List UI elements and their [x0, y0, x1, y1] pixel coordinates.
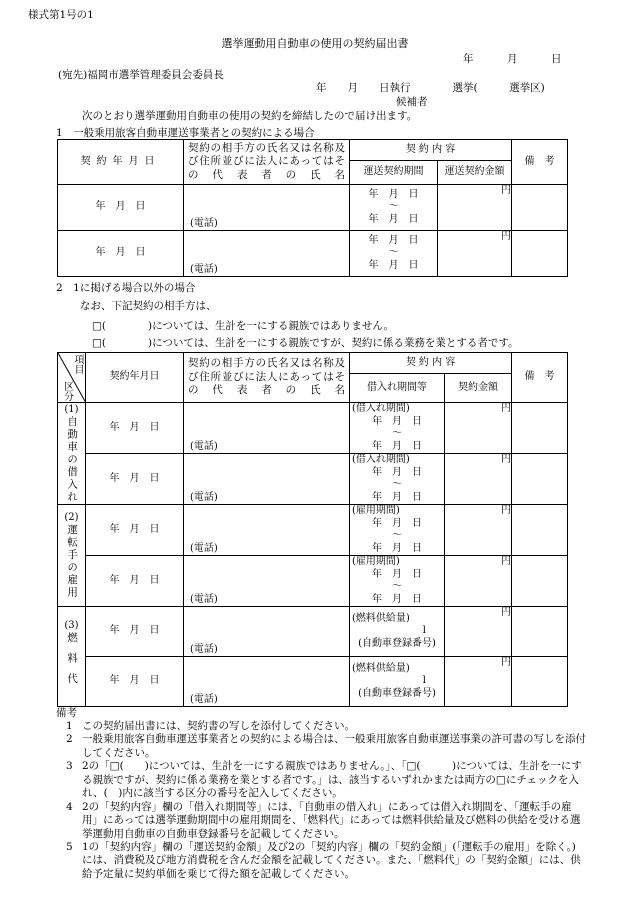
checkbox-not-relative[interactable]: □( )については、生計を一にする親族ではありません。: [92, 320, 395, 332]
party-cell[interactable]: (電話): [184, 403, 350, 454]
table-row: [58, 231, 568, 277]
header-contents: 契 約 内 容: [350, 140, 512, 161]
section2-table: [57, 352, 568, 707]
amount-cell[interactable]: 円: [438, 185, 512, 231]
party-cell[interactable]: (電話): [184, 556, 350, 607]
table-row: [58, 454, 568, 505]
section1-title: 1 一般乗用旅客自動車運送事業者との契約による場合: [56, 127, 315, 139]
remarks-cell[interactable]: [512, 556, 568, 607]
amount-cell[interactable]: 円: [438, 231, 512, 277]
contract-date-cell[interactable]: 年 月 日: [58, 185, 184, 231]
header-item-kubun: [58, 353, 86, 403]
fuel-cell[interactable]: (燃料供給量) l (自動車登録番号): [350, 607, 445, 657]
contract-date-cell[interactable]: 年 月 日: [86, 556, 184, 607]
contract-date-cell[interactable]: 年 月 日: [86, 454, 184, 505]
header-kubun: 区分: [61, 381, 73, 401]
submission-date: 年 月 日: [463, 53, 562, 65]
header-remarks: 備 考: [512, 140, 568, 185]
contract-date-cell[interactable]: 年 月 日: [86, 607, 184, 657]
header-contract-date: 契約年月日: [86, 353, 184, 403]
header-transport-amount: 運送契約金額: [438, 161, 512, 185]
remarks-cell[interactable]: [512, 657, 568, 707]
note-item: 2 一般乗用旅客自動車運送事業者との契約による場合は、一般乗用旅客自動車運送事業の許可書の写しを添付してください。: [66, 733, 586, 759]
remarks-cell[interactable]: [512, 231, 568, 277]
group-label-fuel-cost: (3) 燃料代: [58, 607, 86, 707]
contract-date-cell[interactable]: 年 月 日: [86, 505, 184, 556]
table-row: [58, 657, 568, 707]
notes-title: 備考: [56, 707, 77, 719]
amount-cell[interactable]: 円: [445, 505, 512, 556]
section1-table: [57, 139, 568, 277]
amount-cell[interactable]: 円: [445, 607, 512, 657]
party-cell[interactable]: (電話): [184, 185, 350, 231]
table-row: [58, 607, 568, 657]
table-row: [58, 185, 568, 231]
contract-date-cell[interactable]: 年 月 日: [86, 657, 184, 707]
header-amount: 契約金額: [445, 374, 512, 403]
note-item: 1 この契約届出書には、契約書の写しを添付してください。: [66, 720, 355, 732]
period-cell[interactable]: (借入れ期間) 年 月 日 〜 年 月 日: [350, 403, 445, 454]
section2-note: なお、下記契約の相手方は、: [80, 300, 217, 312]
group-label-driver-hiring: (2) 運転手の雇用: [58, 505, 86, 607]
remarks-cell[interactable]: [512, 505, 568, 556]
party-cell[interactable]: (電話): [184, 231, 350, 277]
note-item: 5 1の「契約内容」欄の「運送契約金額」及び2の「契約内容」欄の「契約金額」(「運転手の雇用」を除く。)には、消費税及び地方消費税を含んだ金額を記載してください。また、「燃料代」の「契約金額」には、供給予定量に契約単価を乗じて得た額を記載してください。: [66, 840, 581, 880]
note-item: 4 2の「契約内容」欄の「借入れ期間等」には、「自動車の借入れ」にあっては借入れ期間を、「運転手の雇用」にあっては選挙運動期間中の雇用期間を、「燃料代」にあっては燃料供給量及び燃料の供給を受ける選挙運動用自動車の自動車登録番号を記載してください。: [66, 800, 581, 840]
notes-list: [56, 720, 586, 881]
intro-text: 次のとおり選挙運動用自動車の使用の契約を締結したので届け出ます。: [82, 110, 418, 122]
period-cell[interactable]: 年 月 日 〜 年 月 日: [350, 231, 438, 277]
note-item: 3 2の「□( )については、生計を一にする親族ではありません。」、「□( )については、生計を一にする親族ですが、契約に係る業務を業とする者です。」は、該当するいずれかまたは両方の□にチェックを入れ、( )内に該当する区分の番号を記入してください。: [66, 760, 582, 800]
party-cell[interactable]: (電話): [184, 454, 350, 505]
election-line: 年 月 日執行 選挙( 選挙区): [316, 82, 545, 94]
header-transport-period: 運送契約期間: [350, 161, 438, 185]
form-number: 様式第1号の1: [28, 9, 94, 21]
period-cell[interactable]: (雇用期間) 年 月 日 〜 年 月 日: [350, 556, 445, 607]
addressee: (宛先)福岡市選挙管理委員会委員長: [58, 69, 224, 81]
party-cell[interactable]: (電話): [184, 657, 350, 707]
remarks-cell[interactable]: [512, 454, 568, 505]
header-party: 契約の相手方の氏名又は名称及び住所並びに法人にあってはその代表者の氏名: [184, 140, 350, 185]
section2-title: 2 1に掲げる場合以外の場合: [56, 282, 196, 294]
amount-cell[interactable]: 円: [445, 403, 512, 454]
amount-cell[interactable]: 円: [445, 657, 512, 707]
amount-cell[interactable]: 円: [445, 556, 512, 607]
table-row: [58, 556, 568, 607]
party-cell[interactable]: (電話): [184, 607, 350, 657]
period-cell[interactable]: 年 月 日 〜 年 月 日: [350, 185, 438, 231]
document-title: 選挙運動用自動車の使用の契約届出書: [221, 37, 409, 50]
remarks-cell[interactable]: [512, 607, 568, 657]
fuel-cell[interactable]: (燃料供給量) l (自動車登録番号): [350, 657, 445, 707]
contract-date-cell[interactable]: 年 月 日: [86, 403, 184, 454]
candidate-label: 候補者: [396, 96, 428, 108]
amount-cell[interactable]: 円: [445, 454, 512, 505]
checkbox-relative-business[interactable]: □( )については、生計を一にする親族ですが、契約に係る業務を業とする者です。: [92, 337, 519, 349]
remarks-cell[interactable]: [512, 403, 568, 454]
table-row: [58, 403, 568, 454]
header-remarks: 備 考: [512, 353, 568, 403]
period-cell[interactable]: (借入れ期間) 年 月 日 〜 年 月 日: [350, 454, 445, 505]
header-item: 項目: [72, 354, 83, 374]
header-contract-date: 契約年月日: [58, 140, 184, 185]
party-cell[interactable]: (電話): [184, 505, 350, 556]
contract-date-cell[interactable]: 年 月 日: [58, 231, 184, 277]
header-contents: 契 約 内 容: [350, 353, 512, 374]
header-party: 契約の相手方の氏名又は名称及び住所並びに法人にあってはその代表者の氏名: [184, 353, 350, 403]
header-period-etc: 借入れ期間等: [350, 374, 445, 403]
table-row: [58, 505, 568, 556]
remarks-cell[interactable]: [512, 185, 568, 231]
period-cell[interactable]: (雇用期間) 年 月 日 〜 年 月 日: [350, 505, 445, 556]
group-label-car-rental: (1) 自動車の借入れ: [58, 403, 86, 505]
